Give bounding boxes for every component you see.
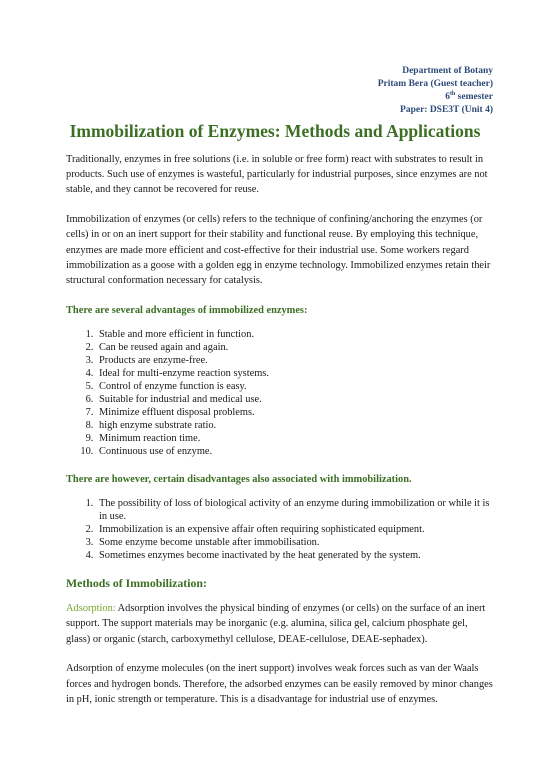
paper-line: Paper: DSE3T (Unit 4) xyxy=(400,105,493,115)
list-item: 1. The possibility of loss of biological activity of an enzyme during immobilization or while it is in use. xyxy=(96,497,494,523)
list-item: 4. Ideal for multi-enzyme reaction systems. xyxy=(96,367,494,380)
list-item: 2. Immobilization is an expensive affair often requiring sophisticated equipment. xyxy=(96,523,494,536)
semester-word: semester xyxy=(455,92,493,102)
disadvantages-heading: There are however, certain disadvantages also associated with immobilization. xyxy=(66,473,412,485)
advantages-list xyxy=(66,328,494,458)
disadvantages-list xyxy=(66,497,494,562)
semester-number: 6 xyxy=(445,92,450,102)
adsorption-label: Adsorption: xyxy=(66,603,116,615)
semester-suffix: th xyxy=(449,90,456,97)
adsorption-forces-paragraph: Adsorption of enzyme molecules (on the inert support) involves weak forces such as van der Waals forces and hydrogen bonds. Therefore, the adsorbed enzymes can be easily removed by minor changes in pH, ionic strength or temperature. This is a disadvantage for industrial use of enzymes. xyxy=(66,663,493,705)
list-item: 6. Suitable for industrial and medical use. xyxy=(96,393,494,406)
adsorption-text: Adsorption involves the physical binding of enzymes (or cells) on the surface of an inert support. The support materials may be inorganic (e.g. alumina, silica gel, calcium phosphate gel, glass) or organic (starch, carboxymethyl cellulose, DEAE-cellulose, DEAE-sephadex). xyxy=(66,603,486,645)
list-item: 5. Control of enzyme function is easy. xyxy=(96,380,494,393)
document-body xyxy=(66,152,494,721)
adsorption-paragraph xyxy=(66,601,494,647)
list-item: 9. Minimum reaction time. xyxy=(96,432,494,445)
list-item: 2. Can be reused again and again. xyxy=(96,341,494,354)
list-item: 8. high enzyme substrate ratio. xyxy=(96,419,494,432)
advantages-heading: There are several advantages of immobilized enzymes: xyxy=(66,304,308,316)
methods-heading: Methods of Immobilization: xyxy=(66,576,207,591)
definition-paragraph: Immobilization of enzymes (or cells) refers to the technique of confining/anchoring the enzymes (or cells) in or on an inert support for their stability and functional reuse. By employing this technique, enzymes are made more efficient and cost-effective for their industrial use. Some workers regard immobilization as a goose with a golden egg in enzyme technology. Immobilized enzymes retain their structural conformation necessary for catalysis. xyxy=(66,214,491,286)
list-item: 4. Sometimes enzymes become inactivated by the heat generated by the system. xyxy=(96,549,494,562)
document-header xyxy=(378,65,493,117)
list-item: 3. Some enzyme become unstable after immobilisation. xyxy=(96,536,494,549)
document-title: Immobilization of Enzymes: Methods and Applications xyxy=(69,121,481,141)
intro-paragraph: Traditionally, enzymes in free solutions (i.e. in soluble or free form) react with substrates to result in products. Such use of enzymes is wasteful, particularly for industrial purposes, since enzymes are not stable, and they cannot be recovered for reuse. xyxy=(66,154,488,196)
list-item: 3. Products are enzyme-free. xyxy=(96,354,494,367)
list-item: 10. Continuous use of enzyme. xyxy=(96,445,494,458)
teacher-line: Pritam Bera (Guest teacher) xyxy=(377,79,493,89)
semester-line xyxy=(378,91,493,104)
list-item: 7. Minimize effluent disposal problems. xyxy=(96,406,494,419)
list-item: 1. Stable and more efficient in function. xyxy=(96,328,494,341)
department-line: Department of Botany xyxy=(402,66,493,76)
